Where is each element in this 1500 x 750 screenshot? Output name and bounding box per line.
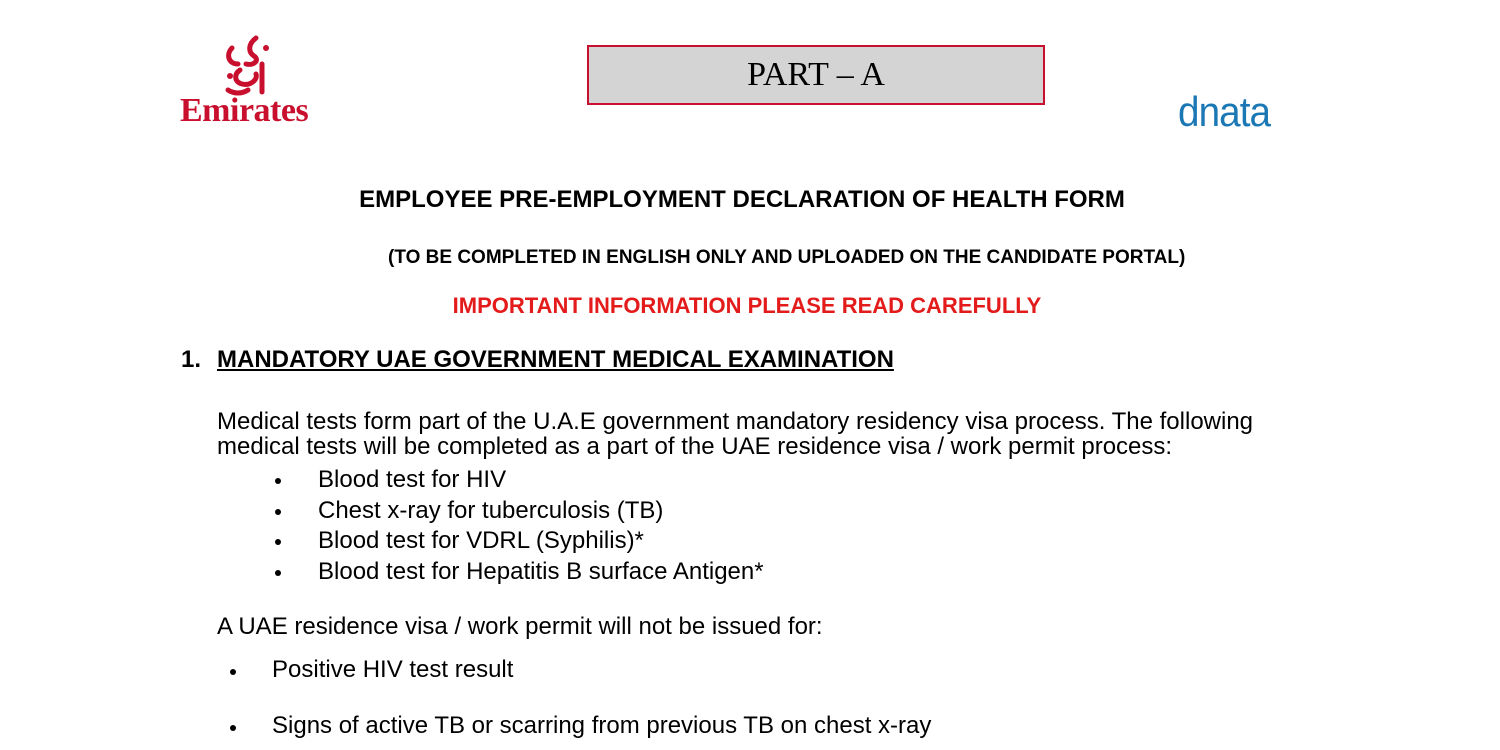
part-label: PART – A — [747, 56, 885, 93]
bullet-icon — [275, 570, 281, 576]
list-item-text: Blood test for Hepatitis B surface Antigen* — [318, 557, 764, 585]
section-number: 1. — [181, 346, 202, 373]
list-item — [270, 465, 764, 496]
list-item — [272, 656, 513, 684]
part-label-box — [587, 45, 1045, 105]
list-item — [270, 496, 764, 527]
list-item-text: Blood test for VDRL (Syphilis)* — [318, 527, 644, 554]
emirates-logo — [180, 34, 316, 134]
list-item — [270, 557, 764, 588]
list-item — [270, 526, 764, 557]
list-item-text: Chest x-ray for tuberculosis (TB) — [318, 496, 664, 524]
section-intro-paragraph: Medical tests form part of the U.A.E government mandatory residency visa process. The following medical tests will be completed as a part of the UAE residence visa / work permit process: — [217, 408, 1254, 460]
section-heading: MANDATORY UAE GOVERNMENT MEDICAL EXAMINATION — [217, 346, 894, 373]
list-item-text: Signs of active TB or scarring from previous TB on chest x-ray — [272, 712, 932, 739]
important-notice: IMPORTANT INFORMATION PLEASE READ CAREFULLY — [452, 293, 1042, 318]
emirates-logo-text: Emirates — [180, 92, 309, 129]
form-title: EMPLOYEE PRE-EMPLOYMENT DECLARATION OF HEALTH FORM — [359, 186, 1125, 213]
bullet-icon — [230, 725, 236, 731]
visa-not-issued-intro: A UAE residence visa / work permit will not be issued for: — [217, 613, 823, 640]
form-subtitle: (TO BE COMPLETED IN ENGLISH ONLY AND UPLOADED ON THE CANDIDATE PORTAL) — [388, 247, 1186, 268]
list-item-text: Positive HIV test result — [272, 656, 514, 683]
bullet-icon — [275, 539, 281, 545]
bullet-icon — [275, 478, 281, 484]
list-item — [272, 712, 931, 740]
dnata-logo: dnata — [1178, 88, 1271, 135]
list-item-text: Blood test for HIV — [318, 466, 507, 493]
bullet-icon — [230, 669, 236, 675]
emirates-calligraphy-icon — [218, 34, 278, 100]
bullet-icon — [275, 509, 281, 515]
medical-tests-list — [270, 465, 764, 587]
